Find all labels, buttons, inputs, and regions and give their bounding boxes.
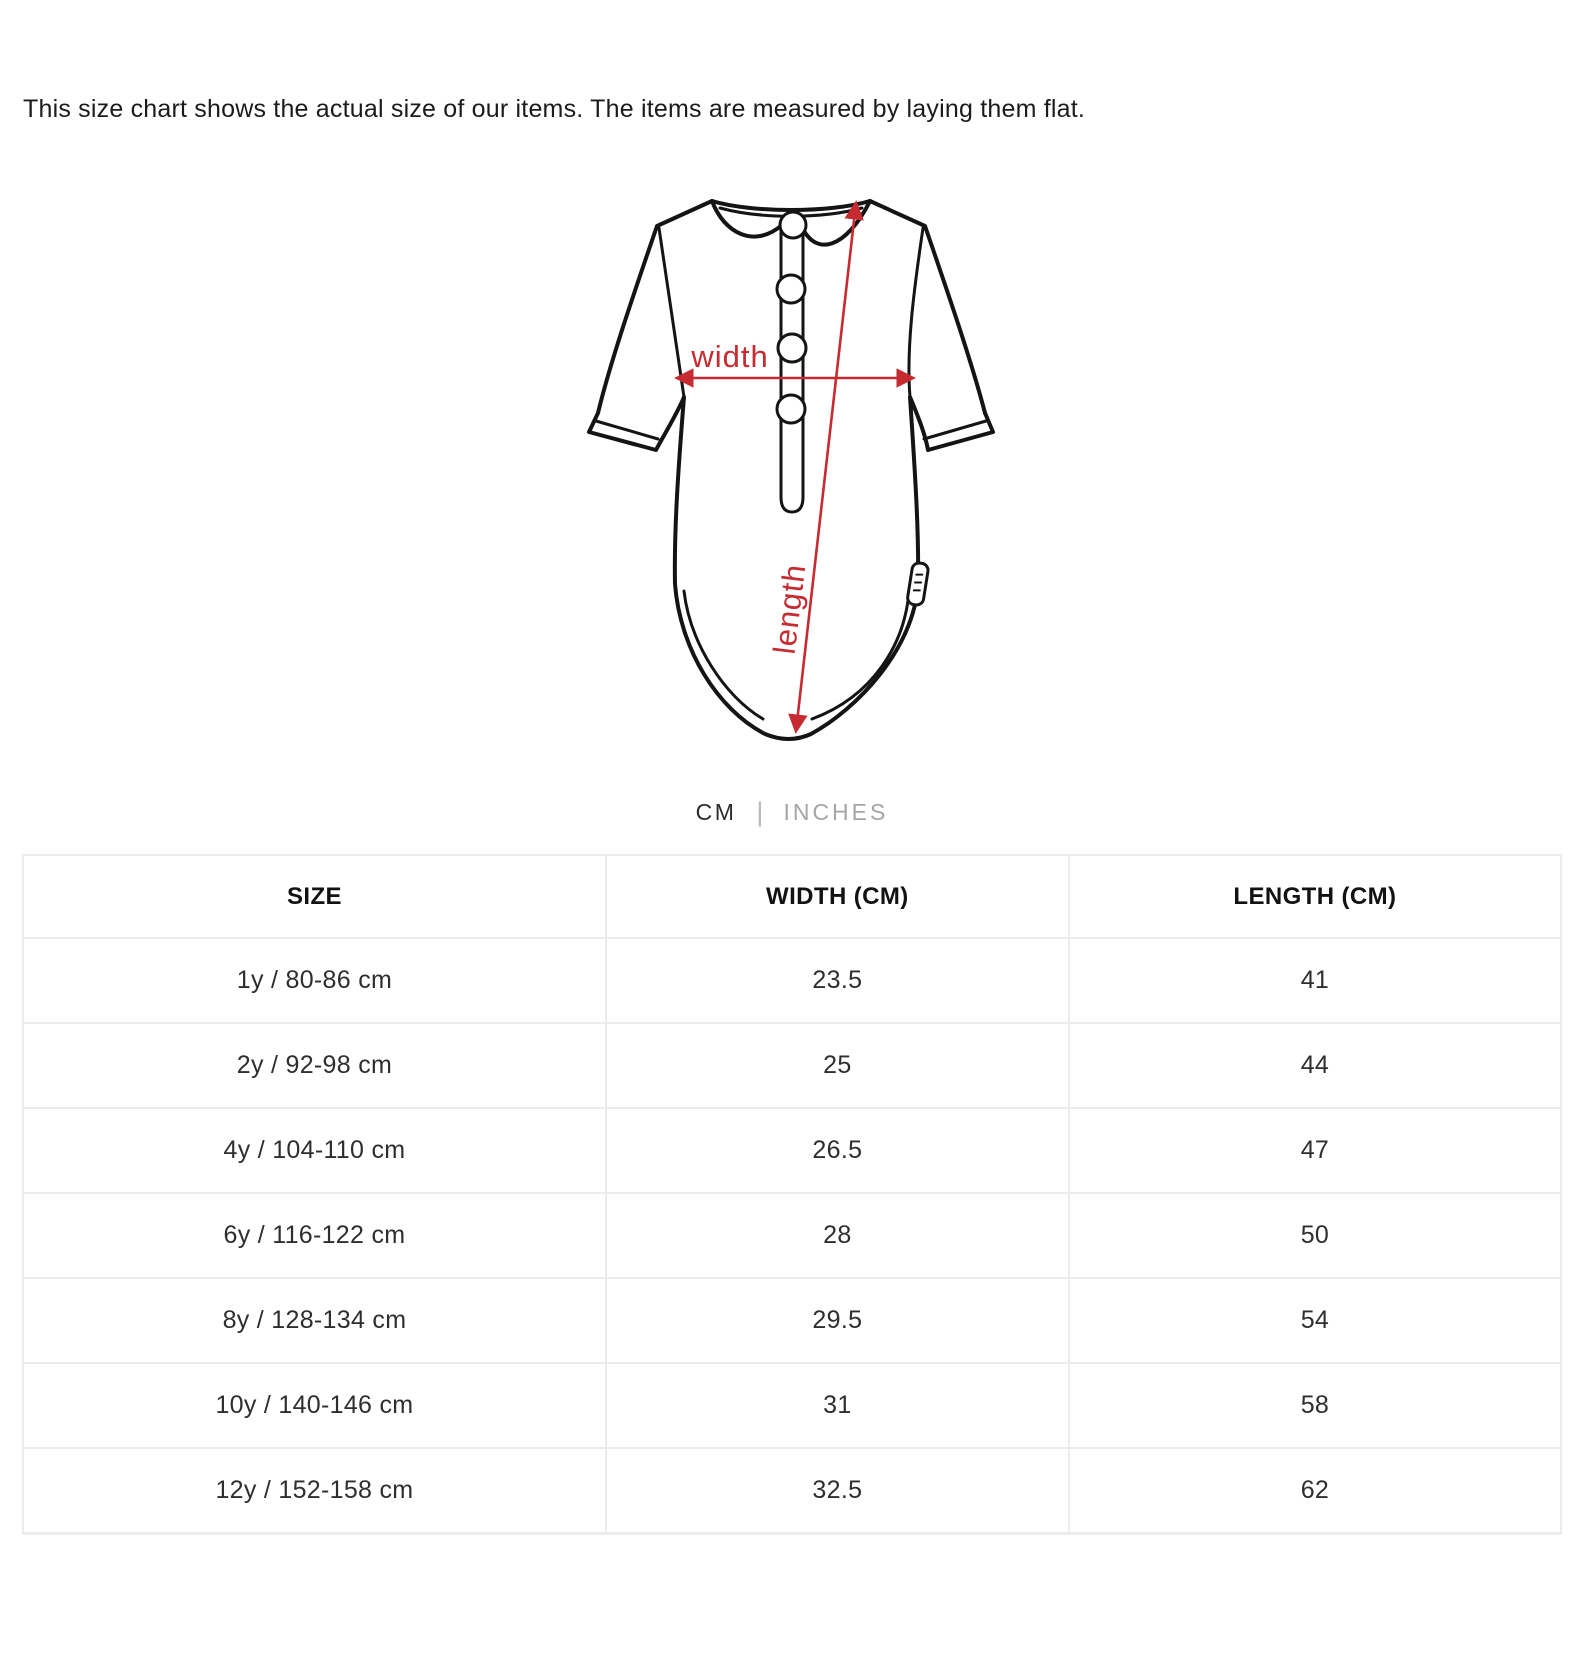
- cell-width: 23.5: [606, 938, 1069, 1023]
- unit-option-inches[interactable]: INCHES: [783, 799, 889, 826]
- size-diagram: [0, 181, 1584, 747]
- table-row: [23, 1278, 1561, 1363]
- cell-width: 31: [606, 1363, 1069, 1448]
- header-width: WIDTH (CM): [606, 855, 1069, 938]
- width-label: width: [691, 339, 769, 375]
- unit-option-cm[interactable]: CM: [695, 799, 737, 826]
- cell-width: 32.5: [606, 1448, 1069, 1533]
- unit-toggle: [0, 797, 1584, 828]
- cell-length: 62: [1069, 1448, 1561, 1533]
- header-size: SIZE: [23, 855, 606, 938]
- cell-size: 6y / 116-122 cm: [23, 1193, 606, 1278]
- length-label: length: [766, 562, 813, 657]
- size-table-body: [23, 938, 1561, 1533]
- cell-size: 2y / 92-98 cm: [23, 1023, 606, 1108]
- button: [777, 275, 805, 303]
- button: [778, 334, 806, 362]
- table-row: [23, 1193, 1561, 1278]
- cell-length: 41: [1069, 938, 1561, 1023]
- button: [777, 395, 805, 423]
- button-placket: [781, 221, 803, 512]
- cell-size: 12y / 152-158 cm: [23, 1448, 606, 1533]
- cell-size: 8y / 128-134 cm: [23, 1278, 606, 1363]
- cell-length: 50: [1069, 1193, 1561, 1278]
- size-chart-table: [22, 854, 1562, 1535]
- table-row: [23, 1108, 1561, 1193]
- table-row: [23, 1448, 1561, 1533]
- table-row: [23, 1023, 1561, 1108]
- unit-divider: |: [756, 797, 764, 828]
- cell-length: 47: [1069, 1108, 1561, 1193]
- table-header-row: [23, 855, 1561, 938]
- cell-width: 25: [606, 1023, 1069, 1108]
- cell-width: 28: [606, 1193, 1069, 1278]
- header-length: LENGTH (CM): [1069, 855, 1561, 938]
- cell-length: 54: [1069, 1278, 1561, 1363]
- cell-size: 1y / 80-86 cm: [23, 938, 606, 1023]
- bodysuit-illustration: [562, 181, 1022, 747]
- cell-length: 44: [1069, 1023, 1561, 1108]
- cell-size: 10y / 140-146 cm: [23, 1363, 606, 1448]
- table-row: [23, 1363, 1561, 1448]
- intro-text: This size chart shows the actual size of our items. The items are measured by laying them flat.: [23, 95, 1086, 123]
- cell-width: 29.5: [606, 1278, 1069, 1363]
- cell-length: 58: [1069, 1363, 1561, 1448]
- button: [780, 212, 806, 238]
- cell-size: 4y / 104-110 cm: [23, 1108, 606, 1193]
- table-row: [23, 938, 1561, 1023]
- cell-width: 26.5: [606, 1108, 1069, 1193]
